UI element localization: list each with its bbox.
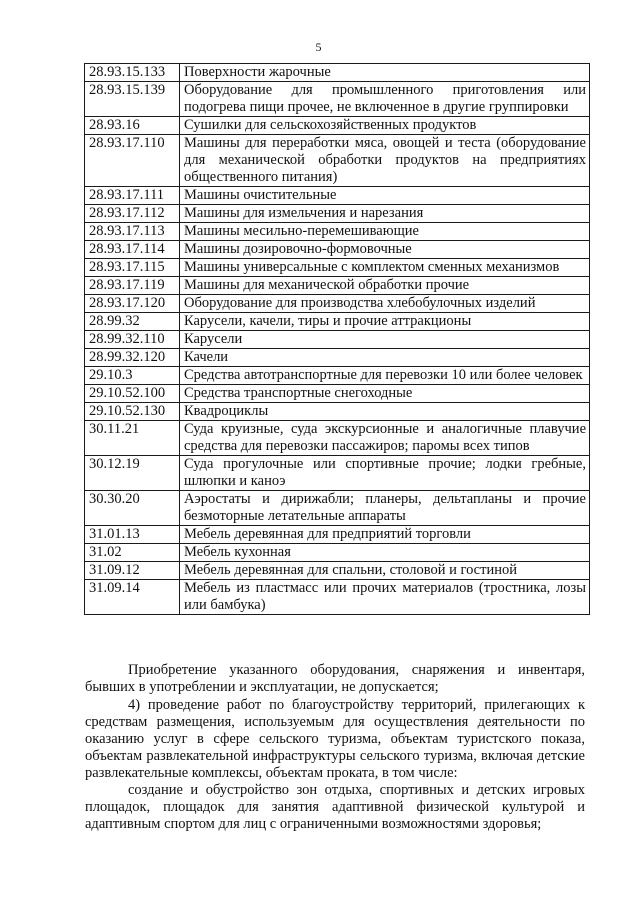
code-cell: 28.99.32.120 <box>85 349 180 367</box>
name-cell: Машины для механической обработки прочие <box>180 277 590 295</box>
code-cell: 30.11.21 <box>85 421 180 456</box>
code-cell: 28.93.17.113 <box>85 223 180 241</box>
code-cell: 31.09.12 <box>85 562 180 580</box>
table-row <box>85 135 590 187</box>
code-cell: 28.93.16 <box>85 117 180 135</box>
table-row <box>85 403 590 421</box>
paragraph-recreation-zones: создание и обустройство зон отдыха, спортивных и детских игровых площадок, площадок для занятия адаптивной физической культурой и адаптивным спортом для лиц с ограниченными возможностями здоровья; <box>85 782 585 832</box>
page-number: 5 <box>315 40 322 54</box>
table-row <box>85 205 590 223</box>
name-cell: Мебель деревянная для предприятий торговли <box>180 526 590 544</box>
code-cell: 29.10.52.130 <box>85 403 180 421</box>
name-cell: Машины для измельчения и нарезания <box>180 205 590 223</box>
table-row <box>85 456 590 491</box>
code-cell: 29.10.52.100 <box>85 385 180 403</box>
code-cell: 31.09.14 <box>85 580 180 615</box>
name-cell: Оборудование для производства хлебобулочных изделий <box>180 295 590 313</box>
table-row <box>85 117 590 135</box>
table-row <box>85 82 590 117</box>
name-cell: Качели <box>180 349 590 367</box>
table-row <box>85 64 590 82</box>
name-cell: Мебель деревянная для спальни, столовой и гостиной <box>180 562 590 580</box>
table-row <box>85 544 590 562</box>
name-cell: Аэростаты и дирижабли; планеры, дельтапланы и прочие безмоторные летательные аппараты <box>180 491 590 526</box>
okpd-codes-table <box>84 63 590 615</box>
code-cell: 30.30.20 <box>85 491 180 526</box>
table-row <box>85 421 590 456</box>
name-cell: Машины месильно-перемешивающие <box>180 223 590 241</box>
table-row <box>85 223 590 241</box>
code-cell: 28.93.17.111 <box>85 187 180 205</box>
table-row <box>85 295 590 313</box>
name-cell: Поверхности жарочные <box>180 64 590 82</box>
table-row <box>85 562 590 580</box>
code-cell: 28.99.32.110 <box>85 331 180 349</box>
code-cell: 30.12.19 <box>85 456 180 491</box>
table-row <box>85 367 590 385</box>
code-cell: 31.02 <box>85 544 180 562</box>
code-cell: 31.01.13 <box>85 526 180 544</box>
table-row <box>85 349 590 367</box>
table-row <box>85 491 590 526</box>
code-cell: 28.93.17.115 <box>85 259 180 277</box>
table-row <box>85 331 590 349</box>
name-cell: Машины универсальные с комплектом сменных механизмов <box>180 259 590 277</box>
code-cell: 29.10.3 <box>85 367 180 385</box>
table-row <box>85 277 590 295</box>
table-row <box>85 241 590 259</box>
table-row <box>85 187 590 205</box>
code-cell: 28.93.17.119 <box>85 277 180 295</box>
paragraph-item-4-landscaping: 4) проведение работ по благоустройству территорий, прилегающих к средствам размещения, используемым для осуществления деятельности по оказанию услуг в сфере сельского туризма, объектам туристского показа, объектам развлекательной инфраструктуры сельского туризма, включая детские развлекательные комплексы, объектам проката, в том числе: <box>85 697 585 781</box>
name-cell: Квадроциклы <box>180 403 590 421</box>
paragraph-no-used-equipment: Приобретение указанного оборудования, снаряжения и инвентаря, бывших в употреблении и эксплуатации, не допускается; <box>85 662 585 695</box>
name-cell: Мебель кухонная <box>180 544 590 562</box>
name-cell: Машины дозировочно-формовочные <box>180 241 590 259</box>
name-cell: Суда прогулочные или спортивные прочие; лодки гребные, шлюпки и каноэ <box>180 456 590 491</box>
name-cell: Карусели, качели, тиры и прочие аттракционы <box>180 313 590 331</box>
code-cell: 28.93.17.120 <box>85 295 180 313</box>
name-cell: Суда круизные, суда экскурсионные и аналогичные плавучие средства для перевозки пассажиров; паромы всех типов <box>180 421 590 456</box>
name-cell: Мебель из пластмасс или прочих материалов (тростника, лозы или бамбука) <box>180 580 590 615</box>
code-cell: 28.93.15.139 <box>85 82 180 117</box>
code-cell: 28.93.17.112 <box>85 205 180 223</box>
table-row <box>85 313 590 331</box>
name-cell: Средства транспортные снегоходные <box>180 385 590 403</box>
table-row <box>85 580 590 615</box>
name-cell: Сушилки для сельскохозяйственных продуктов <box>180 117 590 135</box>
code-cell: 28.93.15.133 <box>85 64 180 82</box>
code-cell: 28.93.17.114 <box>85 241 180 259</box>
code-cell: 28.99.32 <box>85 313 180 331</box>
table-row <box>85 259 590 277</box>
code-cell: 28.93.17.110 <box>85 135 180 187</box>
name-cell: Машины для переработки мяса, овощей и теста (оборудование для механической обработки продуктов на предприятиях общественного питания) <box>180 135 590 187</box>
name-cell: Карусели <box>180 331 590 349</box>
name-cell: Оборудование для промышленного приготовления или подогрева пищи прочее, не включенное в другие группировки <box>180 82 590 117</box>
name-cell: Машины очистительные <box>180 187 590 205</box>
name-cell: Средства автотранспортные для перевозки 10 или более человек <box>180 367 590 385</box>
table-row <box>85 385 590 403</box>
table-row <box>85 526 590 544</box>
